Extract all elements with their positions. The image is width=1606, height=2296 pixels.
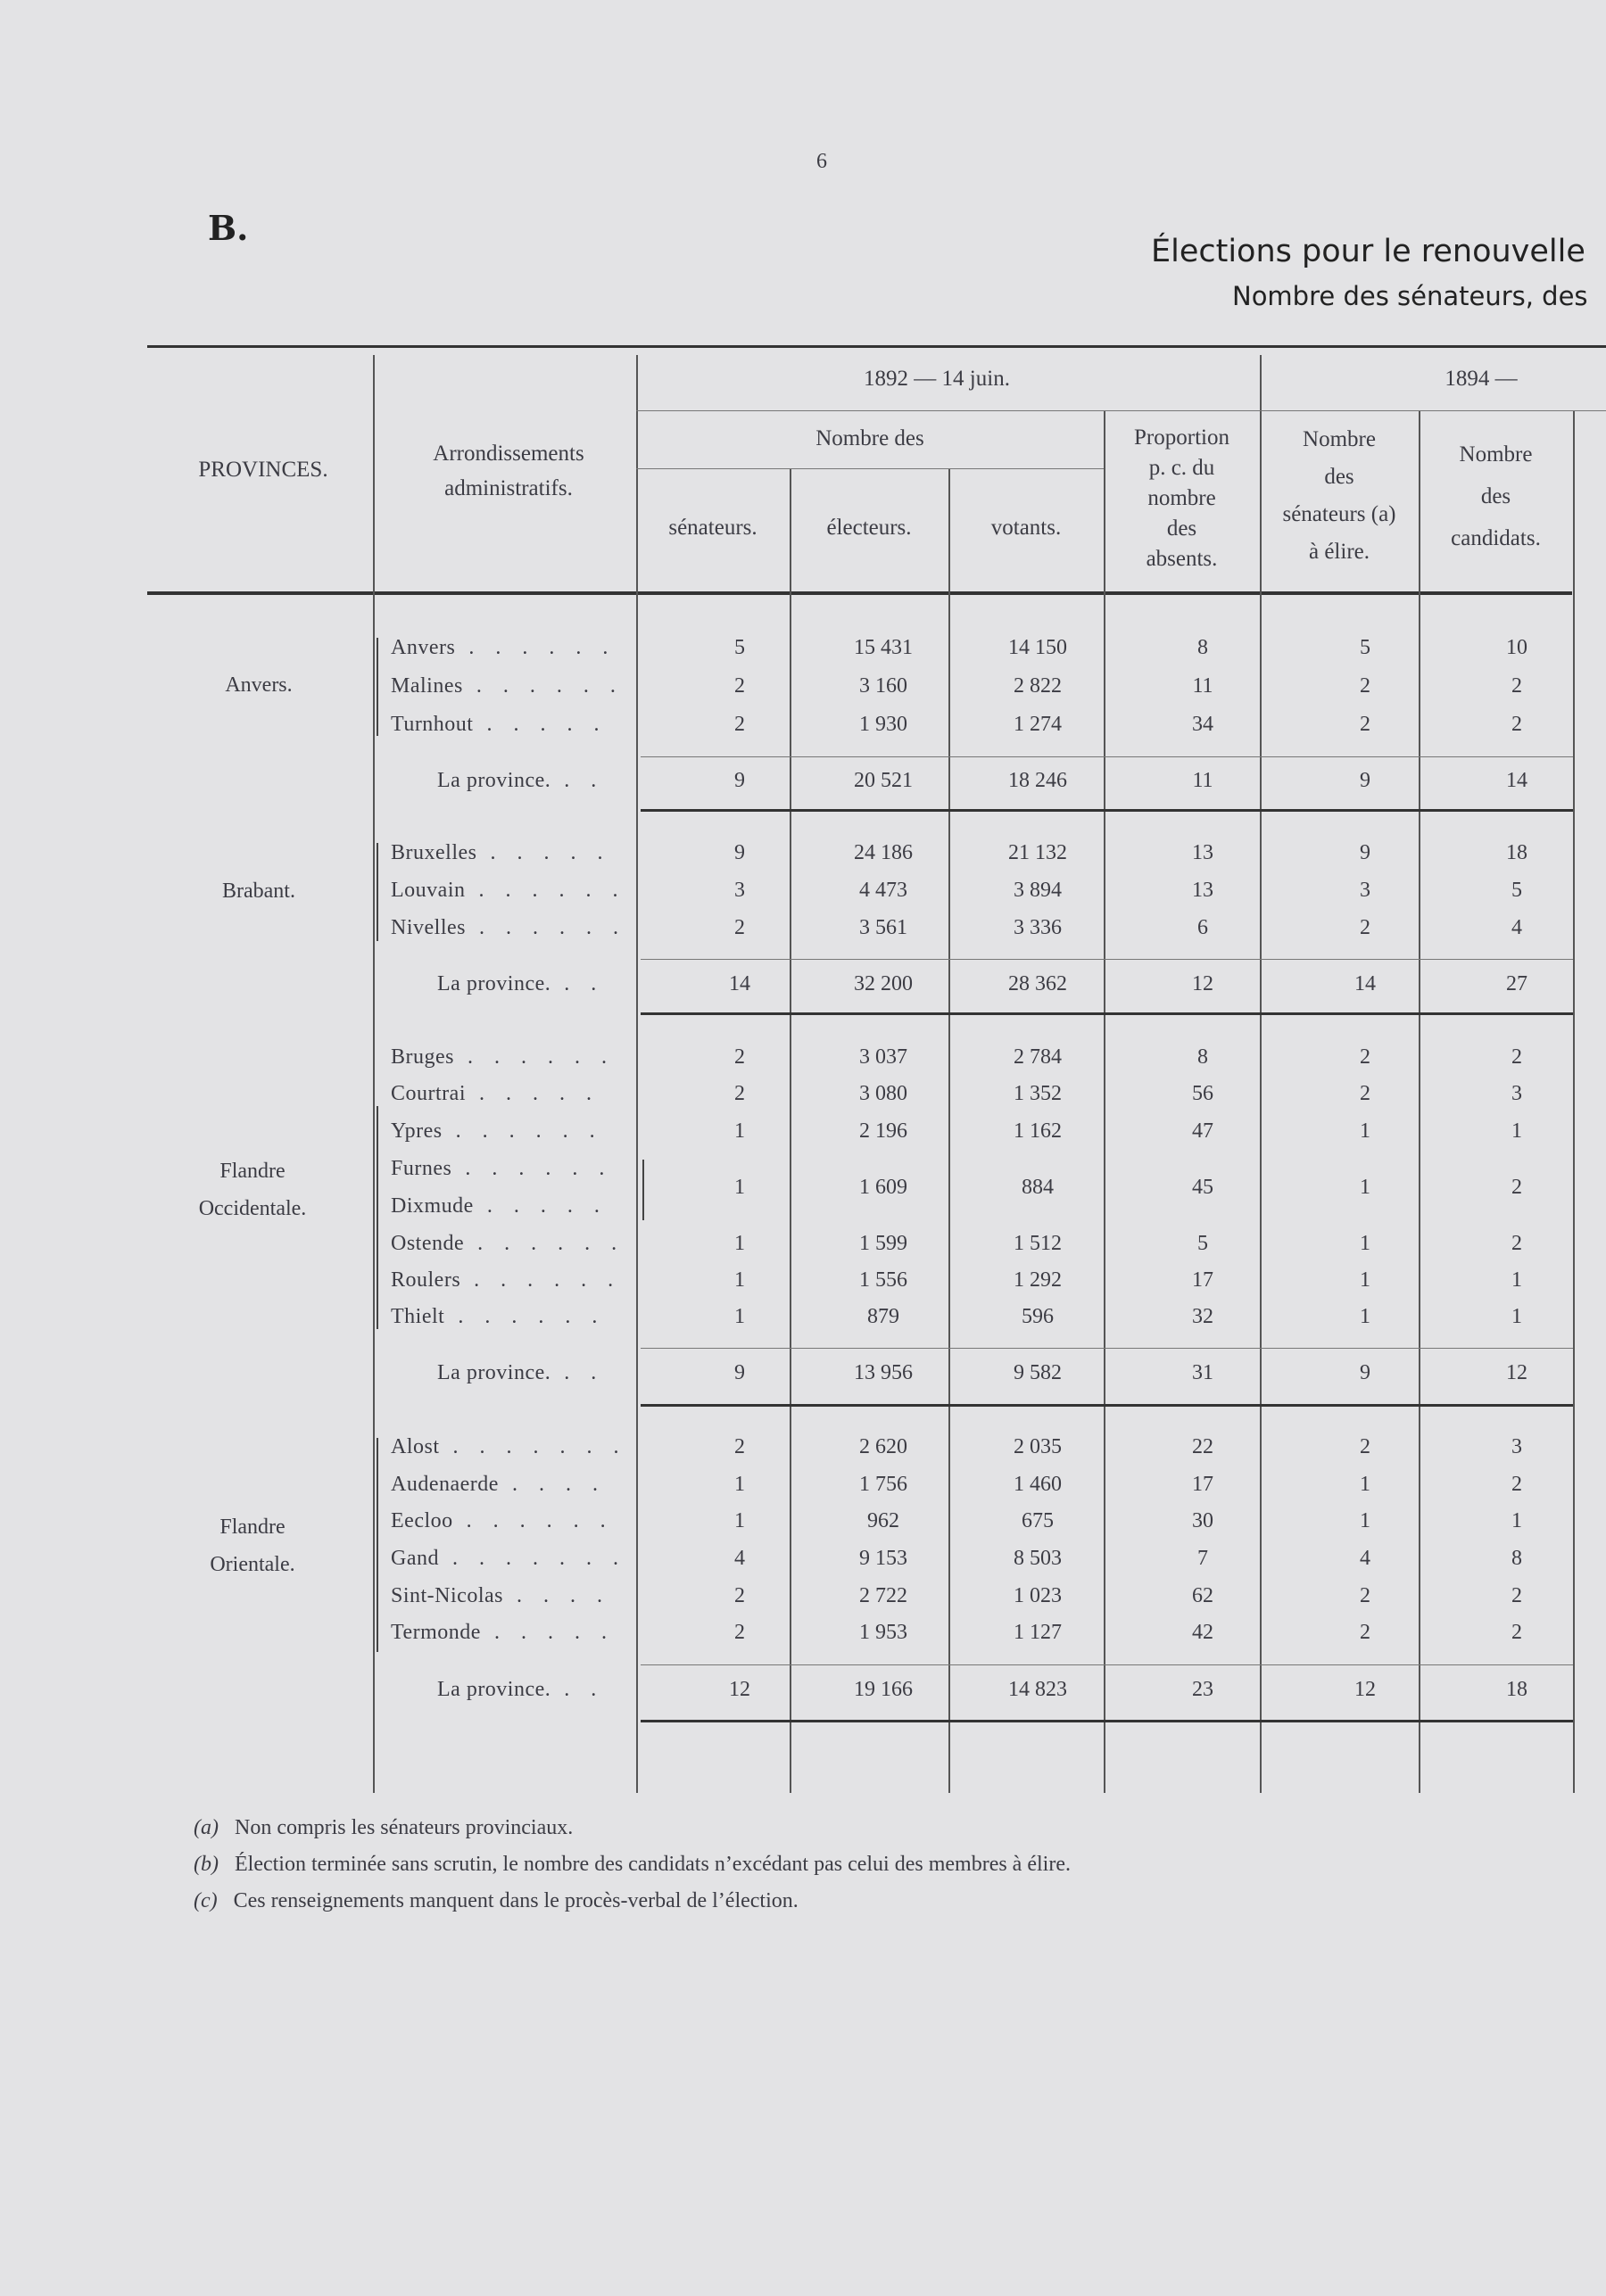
col-divider [1260,355,1262,1793]
cell-senateurs-1894: 2 [1360,1045,1370,1069]
cell-proportion: 5 [1197,1232,1208,1255]
cell-senateurs: 2 [734,1621,745,1644]
arrondissement-label: Anvers . . . . . . [391,636,617,659]
cell-candidats: 3 [1511,1082,1522,1105]
cell-electeurs: 3 037 [859,1045,907,1069]
cell-candidats: 1 [1511,1268,1522,1292]
cell-senateurs: 1 [734,1232,745,1255]
arrondissement-label: Courtrai . . . . . [391,1082,600,1105]
cell-senateurs-1894: 1 [1360,1509,1370,1532]
province-total-label: La province. . . [437,1678,605,1701]
footnote: (b) Élection terminée sans scrutin, le nombre des candidats n’excédant pas celui des membres à élire. [194,1853,1071,1876]
cell-candidats: 10 [1506,636,1527,659]
cell-senateurs-1894: 2 [1360,916,1370,939]
row-separator [641,756,1573,757]
cell-candidats: 2 [1511,1176,1522,1199]
page-title: Élections pour le renouvelle [1151,234,1585,269]
total-votants: 14 823 [1008,1678,1067,1701]
cell-electeurs: 24 186 [854,841,913,864]
cell-votants: 2 035 [1014,1435,1062,1458]
header-arrondissements: Arrondissements [433,442,584,466]
footnote: (c) Ces renseignements manquent dans le procès-verbal de l’élection. [194,1889,799,1912]
cell-senateurs-1894: 2 [1360,1584,1370,1607]
cell-proportion: 6 [1197,916,1208,939]
cell-senateurs-1894: 2 [1360,713,1370,736]
province-rule [641,809,1573,812]
cell-senateurs-1894: 2 [1360,1435,1370,1458]
cell-electeurs: 1 609 [859,1176,907,1199]
cell-senateurs-1894: 2 [1360,674,1370,698]
cell-votants: 675 [1022,1509,1054,1532]
cell-senateurs-1894: 5 [1360,636,1370,659]
arrondissement-label: Malines . . . . . . [391,674,624,698]
header-bottom-rule [147,591,1572,595]
cell-senateurs: 2 [734,713,745,736]
header-proportion-5: absents. [1146,547,1218,571]
cell-votants: 14 150 [1008,636,1067,659]
row-separator [641,1664,1573,1665]
cell-electeurs: 1 930 [859,713,907,736]
cell-senateurs: 9 [734,841,745,864]
cell-votants: 1 352 [1014,1082,1062,1105]
province-rule [641,1404,1573,1407]
cell-candidats: 4 [1511,916,1522,939]
arrondissement-label: Louvain . . . . . . [391,879,626,902]
cell-senateurs: 2 [734,1435,745,1458]
header-year-1894: 1894 — [1445,367,1518,391]
header-senateurs: sénateurs. [668,516,757,540]
cell-senateurs: 2 [734,916,745,939]
cell-senateurs: 1 [734,1509,745,1532]
cell-candidats: 8 [1511,1547,1522,1570]
cell-senateurs: 3 [734,879,745,902]
header-nb-senateurs-2: des [1324,465,1354,489]
cell-candidats: 2 [1511,1621,1522,1644]
header-proportion-4: des [1166,516,1197,541]
cell-senateurs: 4 [734,1547,745,1570]
province-total-label: La province. . . [437,1361,605,1384]
cell-proportion: 32 [1192,1305,1213,1328]
cell-votants: 1 292 [1014,1268,1062,1292]
cell-senateurs-1894: 2 [1360,1621,1370,1644]
cell-electeurs: 3 080 [859,1082,907,1105]
cell-senateurs: 1 [734,1473,745,1496]
cell-senateurs-1894: 1 [1360,1305,1370,1328]
arrondissement-label: Alost . . . . . . . [391,1435,627,1458]
section-letter: B. [208,208,249,248]
cell-electeurs: 2 196 [859,1119,907,1143]
cell-proportion: 11 [1192,674,1213,698]
cell-senateurs: 2 [734,1045,745,1069]
table-top-rule [147,345,1606,348]
cell-electeurs: 3 160 [859,674,907,698]
cell-senateurs-1894: 3 [1360,879,1370,902]
cell-candidats: 1 [1511,1509,1522,1532]
merge-brace [635,1160,644,1220]
row-separator [641,959,1573,960]
cell-votants: 1 023 [1014,1584,1062,1607]
total-senateurs: 14 [729,972,750,995]
cell-candidats: 1 [1511,1305,1522,1328]
total-electeurs: 20 521 [854,769,913,792]
cell-electeurs: 1 756 [859,1473,907,1496]
cell-electeurs: 1 556 [859,1268,907,1292]
province-name-2: Orientale. [210,1553,295,1576]
total-candidats: 18 [1506,1678,1527,1701]
cell-candidats: 2 [1511,674,1522,698]
header-nb-senateurs-3: sénateurs (a) [1282,502,1396,526]
total-proportion: 23 [1192,1678,1213,1701]
cell-senateurs-1894: 9 [1360,841,1370,864]
cell-candidats: 2 [1511,1473,1522,1496]
cell-proportion: 22 [1192,1435,1213,1458]
header-proportion-2: p. c. du [1148,456,1215,480]
header-arrondissements-2: administratifs. [444,476,573,500]
total-proportion: 31 [1192,1361,1213,1384]
cell-proportion: 17 [1192,1473,1213,1496]
total-votants: 28 362 [1008,972,1067,995]
col-divider [948,468,950,1793]
header-proportion-3: nombre [1147,486,1216,510]
total-votants: 18 246 [1008,769,1067,792]
cell-proportion: 17 [1192,1268,1213,1292]
total-senateurs: 9 [734,1361,745,1384]
arrondissement-label: Thielt . . . . . . [391,1305,606,1328]
total-senateurs: 9 [734,769,745,792]
header-year-1892: 1892 — 14 juin. [864,367,1010,391]
province-rule [641,1012,1573,1015]
cell-candidats: 5 [1511,879,1522,902]
header-sub-rule [636,468,1104,469]
cell-senateurs-1894: 1 [1360,1119,1370,1143]
arrondissement-label: Ypres . . . . . . [391,1119,603,1143]
cell-electeurs: 3 561 [859,916,907,939]
page-number: 6 [816,150,827,173]
cell-senateurs-1894: 1 [1360,1232,1370,1255]
total-senateurs-1894: 9 [1360,769,1370,792]
brace [377,1438,385,1652]
col-divider [1104,410,1105,1793]
cell-proportion: 47 [1192,1119,1213,1143]
cell-proportion: 42 [1192,1621,1213,1644]
cell-senateurs-1894: 4 [1360,1547,1370,1570]
cell-candidats: 2 [1511,1584,1522,1607]
cell-proportion: 56 [1192,1082,1213,1105]
cell-senateurs: 1 [734,1176,745,1199]
province-name: Brabant. [222,880,295,903]
cell-electeurs: 1 599 [859,1232,907,1255]
cell-votants: 8 503 [1014,1547,1062,1570]
cell-senateurs: 1 [734,1268,745,1292]
cell-senateurs-1894: 1 [1360,1268,1370,1292]
cell-votants: 3 336 [1014,916,1062,939]
arrondissement-label: Gand . . . . . . . [391,1547,626,1570]
total-senateurs-1894: 9 [1360,1361,1370,1384]
footnote: (a) Non compris les sénateurs provinciaux. [194,1816,574,1839]
header-sub-rule [636,410,1606,411]
province-name: Flandre [219,1516,286,1539]
col-divider [1573,410,1575,1793]
province-name: Flandre [219,1160,286,1183]
header-provinces: PROVINCES. [198,458,328,482]
cell-senateurs-1894: 1 [1360,1473,1370,1496]
header-nombre-des: Nombre des [815,426,924,450]
cell-votants: 21 132 [1008,841,1067,864]
arrondissement-label: Sint-Nicolas . . . . [391,1584,610,1607]
cell-senateurs: 2 [734,1082,745,1105]
col-divider [1419,410,1420,1793]
cell-votants: 1 274 [1014,713,1062,736]
cell-candidats: 3 [1511,1435,1522,1458]
cell-candidats: 2 [1511,1232,1522,1255]
arrondissement-label: Eecloo . . . . . . [391,1509,614,1532]
arrondissement-label: Dixmude . . . . . [391,1194,608,1218]
province-name-2: Occidentale. [198,1197,307,1220]
brace [377,843,385,941]
total-candidats: 27 [1506,972,1527,995]
arrondissement-label: Turnhout . . . . . [391,713,608,736]
cell-proportion: 62 [1192,1584,1213,1607]
total-candidats: 14 [1506,769,1527,792]
cell-votants: 884 [1022,1176,1054,1199]
cell-votants: 596 [1022,1305,1054,1328]
header-nb-senateurs: Nombre [1303,427,1376,451]
cell-candidats: 1 [1511,1119,1522,1143]
total-senateurs-1894: 12 [1354,1678,1376,1701]
brace [377,638,385,736]
cell-electeurs: 9 153 [859,1547,907,1570]
header-votants: votants. [990,516,1062,540]
header-proportion: Proportion [1134,425,1229,450]
cell-senateurs: 1 [734,1119,745,1143]
cell-votants: 2 784 [1014,1045,1062,1069]
cell-votants: 3 894 [1014,879,1062,902]
cell-electeurs: 1 953 [859,1621,907,1644]
province-total-label: La province. . . [437,769,605,792]
cell-votants: 1 162 [1014,1119,1062,1143]
total-candidats: 12 [1506,1361,1527,1384]
cell-electeurs: 15 431 [854,636,913,659]
row-separator [641,1348,1573,1349]
cell-proportion: 34 [1192,713,1213,736]
cell-votants: 1 512 [1014,1232,1062,1255]
arrondissement-label: Roulers . . . . . . [391,1268,622,1292]
header-electeurs: électeurs. [826,516,912,540]
cell-proportion: 8 [1197,1045,1208,1069]
total-electeurs: 32 200 [854,972,913,995]
total-electeurs: 19 166 [854,1678,913,1701]
cell-senateurs: 2 [734,674,745,698]
cell-electeurs: 879 [867,1305,899,1328]
total-senateurs: 12 [729,1678,750,1701]
header-nb-candidats-2: des [1480,484,1511,508]
cell-candidats: 18 [1506,841,1527,864]
cell-votants: 1 460 [1014,1473,1062,1496]
total-proportion: 12 [1192,972,1213,995]
total-proportion: 11 [1192,769,1213,792]
province-total-label: La province. . . [437,972,605,995]
cell-votants: 1 127 [1014,1621,1062,1644]
cell-candidats: 2 [1511,713,1522,736]
cell-senateurs: 2 [734,1584,745,1607]
cell-electeurs: 2 722 [859,1584,907,1607]
cell-senateurs-1894: 2 [1360,1082,1370,1105]
cell-proportion: 7 [1197,1547,1208,1570]
cell-proportion: 30 [1192,1509,1213,1532]
cell-electeurs: 962 [867,1509,899,1532]
arrondissement-label: Bruges . . . . . . [391,1045,615,1069]
arrondissement-label: Audenaerde . . . . [391,1473,606,1496]
col-divider [636,355,638,1793]
cell-candidats: 2 [1511,1045,1522,1069]
arrondissement-label: Ostende . . . . . . [391,1232,625,1255]
arrondissement-label: Termonde . . . . . [391,1621,615,1644]
cell-proportion: 13 [1192,879,1213,902]
page-subtitle: Nombre des sénateurs, des [1232,281,1588,311]
cell-proportion: 45 [1192,1176,1213,1199]
header-nb-candidats-3: candidats. [1451,526,1541,550]
arrondissement-label: Bruxelles . . . . . [391,841,611,864]
total-senateurs-1894: 14 [1354,972,1376,995]
province-rule [641,1720,1573,1722]
header-nb-senateurs-4: à élire. [1308,540,1370,564]
arrondissement-label: Furnes . . . . . . [391,1157,613,1180]
province-name: Anvers. [225,673,293,697]
cell-electeurs: 4 473 [859,879,907,902]
cell-senateurs: 1 [734,1305,745,1328]
total-votants: 9 582 [1014,1361,1062,1384]
header-nb-candidats: Nombre [1459,442,1533,467]
arrondissement-label: Nivelles . . . . . . [391,916,626,939]
brace [377,1106,385,1329]
col-divider [373,355,375,1793]
cell-senateurs-1894: 1 [1360,1176,1370,1199]
cell-senateurs: 5 [734,636,745,659]
cell-electeurs: 2 620 [859,1435,907,1458]
cell-proportion: 8 [1197,636,1208,659]
cell-votants: 2 822 [1014,674,1062,698]
cell-proportion: 13 [1192,841,1213,864]
total-electeurs: 13 956 [854,1361,913,1384]
